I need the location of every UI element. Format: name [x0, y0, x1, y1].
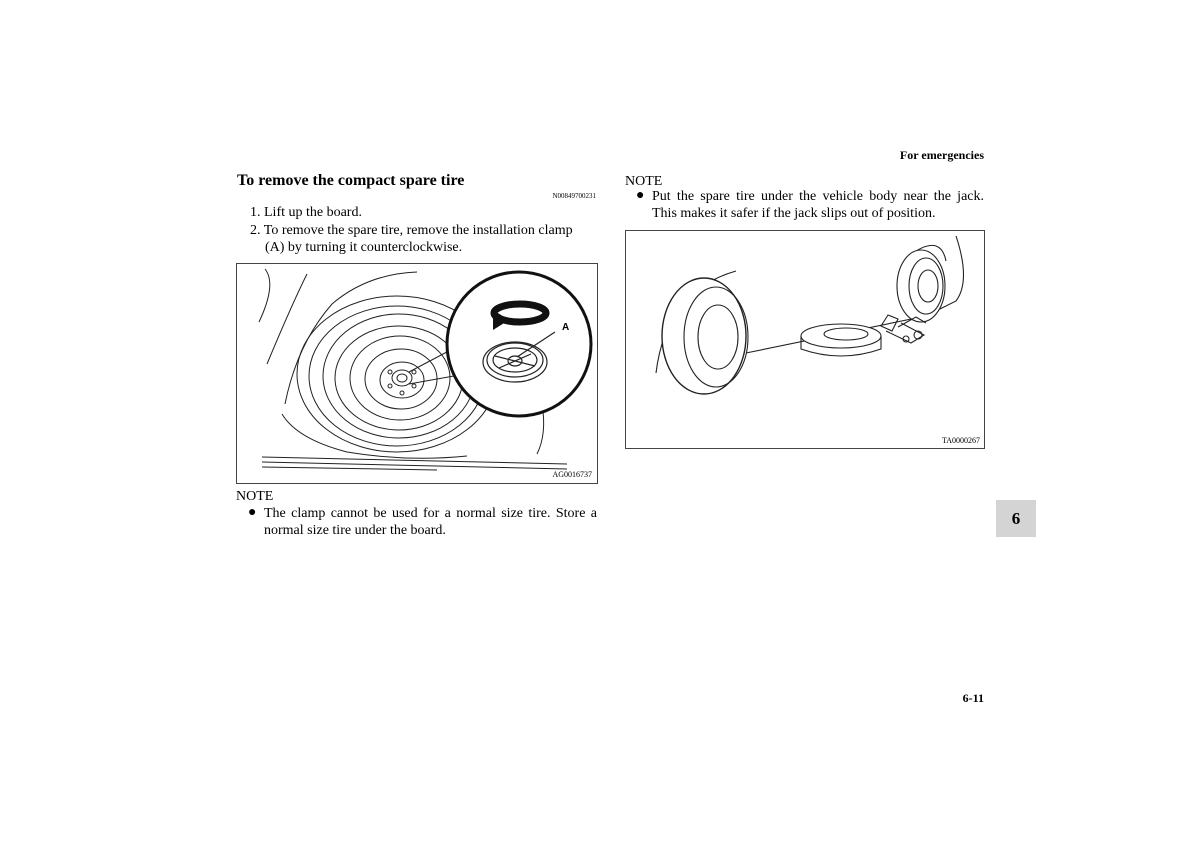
note-heading-2: NOTE [625, 174, 663, 189]
figure-1-code: AG0016737 [552, 470, 592, 479]
note-heading-1: NOTE [236, 489, 274, 504]
spare-tire-under-vehicle-illustration [625, 230, 985, 449]
note-text-2: Put the spare tire under the vehicle body near the jack. This makes it safer if the jack slips out of position. [652, 189, 984, 221]
step-2-line-1: 2. To remove the spare tire, remove the installation clamp [250, 223, 573, 238]
note-item-1 [248, 505, 597, 539]
spare-tire-clamp-drawing [237, 264, 597, 483]
spare-tire-under-vehicle-drawing [626, 231, 984, 448]
page-number: 6-11 [962, 691, 984, 705]
step-2 [250, 222, 597, 256]
bullet-icon: ● [248, 505, 257, 520]
step-1: 1. Lift up the board. [250, 205, 362, 220]
chapter-tab: 6 [996, 500, 1036, 537]
figure-2-code: TA0000267 [941, 436, 980, 445]
section-title: To remove the compact spare tire [237, 172, 465, 189]
note-item-2 [636, 188, 984, 222]
section-header: For emergencies [899, 148, 984, 162]
bullet-icon: ● [636, 188, 645, 203]
step-2-line-2: (A) by turning it counterclockwise. [265, 240, 463, 255]
reference-code: N00849700231 [552, 192, 596, 200]
clamp-label-a: A [562, 322, 570, 333]
note-text-1: The clamp cannot be used for a normal size tire. Store a normal size tire under the board. [264, 506, 597, 538]
spare-tire-clamp-illustration [236, 263, 598, 484]
